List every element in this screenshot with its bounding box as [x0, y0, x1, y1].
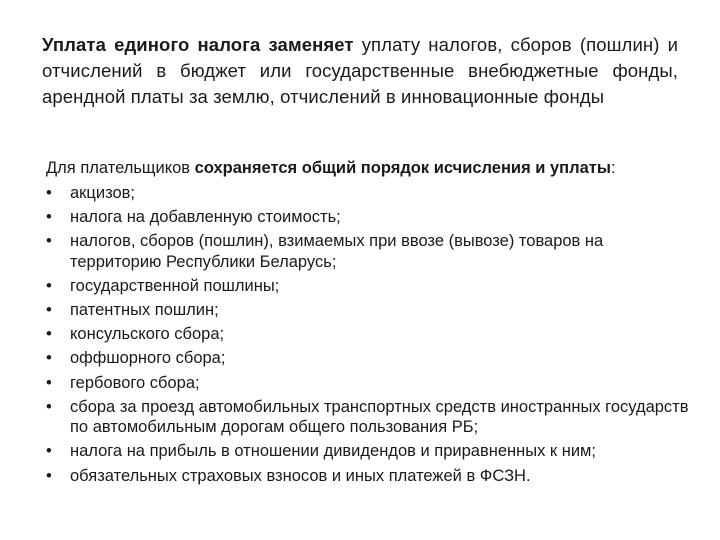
list-item — [46, 231, 696, 272]
list-item-text: налога на прибыль в отношении дивидендов и приравненных к ним; — [70, 442, 596, 461]
list-item-text: налога на добавленную стоимость; — [70, 207, 341, 226]
list-item — [46, 183, 696, 204]
bullet-icon: • — [46, 466, 52, 485]
section-lead — [46, 158, 696, 179]
bullet-icon: • — [46, 207, 52, 226]
list-item-text: консульского сбора; — [70, 325, 225, 344]
list-item — [46, 466, 696, 487]
list-item — [46, 348, 696, 369]
bullet-icon: • — [46, 373, 52, 392]
list-item-text: обязательных страховых взносов и иных платежей в ФСЗН. — [70, 466, 531, 485]
bullet-icon: • — [46, 349, 52, 368]
bullet-icon: • — [46, 442, 52, 461]
list-item-text: государственной пошлины; — [70, 276, 280, 295]
bullet-icon: • — [46, 325, 52, 344]
bullet-icon: • — [46, 397, 52, 416]
list-item — [46, 276, 696, 297]
tax-list — [46, 183, 696, 487]
bullet-icon: • — [46, 300, 52, 319]
intro-paragraph — [42, 32, 678, 110]
list-item — [46, 397, 696, 438]
list-item — [46, 300, 696, 321]
list-item-text: гербового сбора; — [70, 373, 200, 392]
section-lead-bold: сохраняется общий порядок исчисления и уплаты — [194, 159, 611, 177]
section-lead-end: : — [610, 159, 616, 177]
intro-text: уплату налогов, сборов (пошлин) и отчислений в бюджет или государственные внебюджетные фонды, арендной платы за землю, отчислений в инновационные фонды — [42, 34, 678, 107]
section-lead-start: Для плательщиков — [46, 159, 195, 177]
list-item — [46, 373, 696, 394]
list-item-text: налогов, сборов (пошлин), взимаемых при ввозе (вывозе) товаров на территорию Республики Беларусь; — [70, 231, 604, 271]
retained-taxes-section — [46, 158, 696, 490]
list-item-text: акцизов; — [70, 183, 135, 202]
bullet-icon: • — [46, 231, 52, 250]
list-item — [46, 324, 696, 345]
list-item-text: патентных пошлин; — [70, 300, 219, 319]
list-item-text: сбора за проезд автомобильных транспортных средств иностранных государств по автомобильным дорогам общего пользования РБ; — [70, 397, 689, 437]
list-item-text: оффшорного сбора; — [70, 349, 226, 368]
list-item — [46, 207, 696, 228]
intro-bold-text: Уплата единого налога заменяет — [42, 34, 354, 55]
bullet-icon: • — [46, 276, 52, 295]
list-item — [46, 441, 696, 462]
bullet-icon: • — [46, 183, 52, 202]
